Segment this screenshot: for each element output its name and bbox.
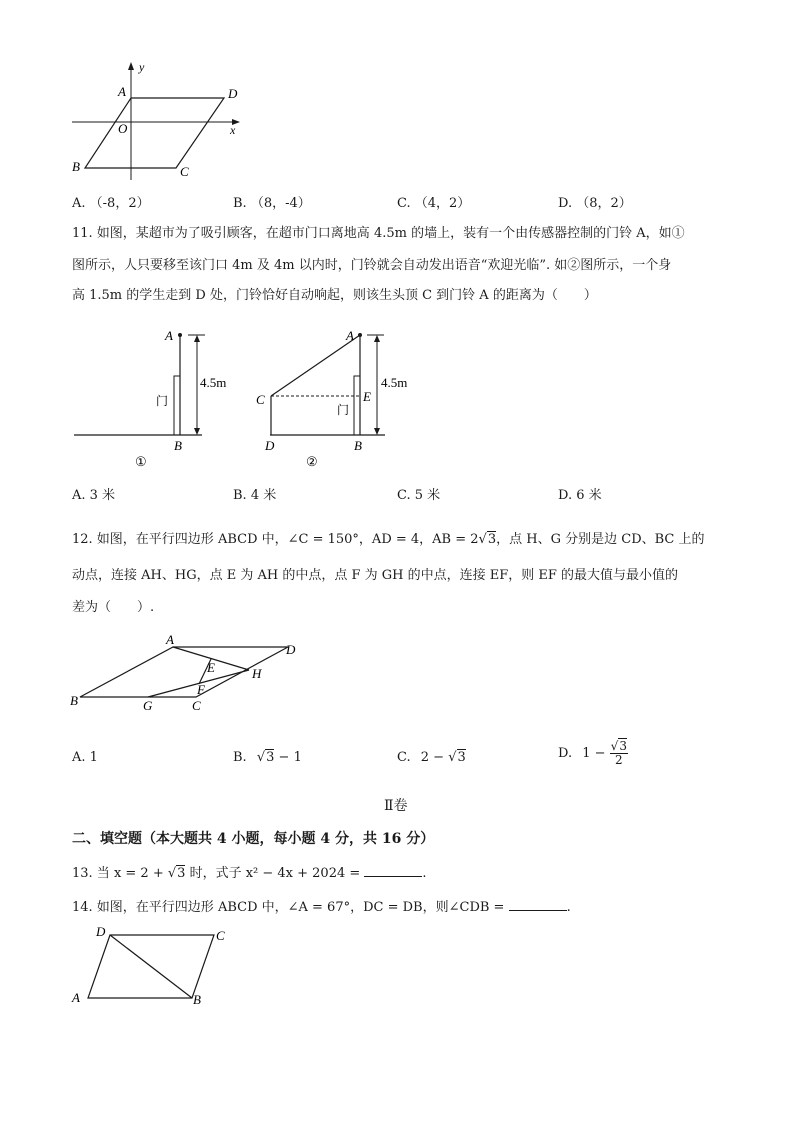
q10-option-a[interactable]: A. （-8，2） — [72, 196, 150, 211]
q12-option-d[interactable] — [558, 740, 628, 767]
section-2-header: 二、填空题（本大题共 4 小题，每小题 4 分，共 16 分） — [72, 831, 435, 847]
q12-option-b-label: B. — [233, 750, 247, 765]
q12-option-a[interactable]: A. 1 — [72, 750, 98, 765]
label-o: O — [118, 121, 128, 136]
q10-option-b[interactable]: B. （8，-4） — [233, 196, 311, 211]
label-a: A — [118, 84, 126, 99]
label-d: D — [286, 642, 296, 657]
fig1-number: ① — [135, 454, 147, 469]
q12-line-1-a: 12. 如图，在平行四边形 ABCD 中，∠C = 150°，AD = 4，AB = 2 — [72, 532, 479, 547]
label-b: B — [70, 693, 78, 708]
fig1-bell — [178, 333, 182, 337]
y-axis-arrow — [128, 62, 134, 70]
fig2-label-height: 4.5m — [381, 375, 408, 390]
fig2-label-d: D — [265, 438, 275, 453]
label-a: A — [166, 632, 174, 647]
part-2-title: Ⅱ卷 — [384, 798, 408, 814]
q11-option-d[interactable]: D. 6 米 — [558, 488, 602, 503]
q13-line: 13. 当 x = 2 + √3 时，式子 x² − 4x + 2024 = . — [72, 866, 427, 881]
label-e: E — [207, 660, 215, 675]
q12-option-d-fraction: $\frac{√3}{2}$ — [610, 739, 627, 767]
fig1-label-door: 门 — [156, 394, 169, 408]
q12-option-c-label: C. — [397, 750, 411, 765]
fig2-label-e: E — [363, 389, 371, 404]
q12-line-2: 动点，连接 AH、HG，点 E 为 AH 的中点，点 F 为 GH 的中点，连接 EF，则 EF 的最大值与最小值的 — [72, 568, 679, 583]
q10-option-c[interactable]: C. （4，2） — [397, 196, 471, 211]
label-a: A — [72, 990, 80, 1005]
label-x: x — [230, 123, 236, 137]
label-b: B — [72, 159, 80, 174]
label-c: C — [216, 928, 225, 943]
q12-option-c[interactable] — [397, 750, 466, 765]
fig1-label-b: B — [174, 438, 182, 453]
fig2-label-a: A — [346, 328, 354, 343]
diagonal-db — [110, 935, 192, 998]
fig2-number: ② — [306, 454, 318, 469]
q13-answer-blank[interactable] — [364, 864, 422, 877]
label-d: D — [96, 924, 106, 939]
label-d: D — [228, 86, 238, 101]
fig1-dim-arrow-down — [194, 428, 200, 435]
q12-sqrt: √3 — [478, 532, 497, 547]
fig1-label-a: A — [165, 328, 173, 343]
label-g: G — [143, 698, 153, 713]
q12-option-b[interactable] — [233, 750, 302, 765]
q12-option-d-label: D. — [558, 746, 573, 761]
fig2-dim-arrow-down — [374, 428, 380, 435]
q12-line-1 — [72, 531, 705, 549]
fig1-dim-arrow-up — [194, 335, 200, 342]
fig2-label-door: 门 — [337, 403, 350, 417]
label-f: F — [197, 682, 205, 697]
fig1-door — [174, 376, 180, 435]
q14-figure — [66, 920, 246, 1012]
fig2-dim-arrow-up — [374, 335, 380, 342]
fig2-label-c: C — [256, 392, 265, 407]
q12-line-1-b: ，点 H、G 分别是边 CD、BC 上的 — [496, 532, 705, 547]
q14-line: 14. 如图，在平行四边形 ABCD 中，∠A = 67°，DC = DB，则∠CDB = . — [72, 900, 571, 915]
q11-option-b[interactable]: B. 4 米 — [233, 488, 277, 503]
q11-option-c[interactable]: C. 5 米 — [397, 488, 441, 503]
label-c: C — [180, 164, 189, 179]
label-h: H — [252, 666, 262, 681]
label-y: y — [139, 60, 145, 74]
q14-answer-blank[interactable] — [509, 898, 567, 911]
q12-option-c-expr: 2 − √3 — [420, 750, 466, 765]
label-b: B — [193, 992, 201, 1007]
fig1-label-height: 4.5m — [200, 375, 227, 390]
fig2-door — [354, 376, 360, 435]
q12-figure — [66, 630, 316, 716]
q12-option-b-expr: √3 − 1 — [256, 750, 302, 765]
q12-option-d-pre: 1 − — [582, 746, 610, 761]
parallelogram-abcd — [85, 98, 224, 168]
q11-figure — [70, 320, 430, 470]
q11-line-1: 11. 如图，某超市为了吸引顾客，在超市门口离地高 4.5m 的墙上，装有一个由传感器控制的门铃 A，如① — [72, 226, 685, 241]
q11-option-a[interactable]: A. 3 米 — [72, 488, 116, 503]
q11-line-3: 高 1.5m 的学生走到 D 处，门铃恰好自动响起，则该生头顶 C 到门铃 A 的距离为（ ） — [72, 288, 597, 303]
q11-line-2: 图所示，人只要移至该门口 4m 及 4m 以内时，门铃就会自动发出语音“欢迎光临”. 如②图所示，一个身 — [72, 258, 672, 273]
q10-figure — [60, 58, 260, 184]
q12-line-3: 差为（ ）. — [72, 600, 155, 615]
q10-option-d[interactable]: D. （8，2） — [558, 196, 632, 211]
label-c: C — [192, 698, 201, 713]
fig2-label-b: B — [354, 438, 362, 453]
fig2-line-ca — [271, 335, 360, 396]
